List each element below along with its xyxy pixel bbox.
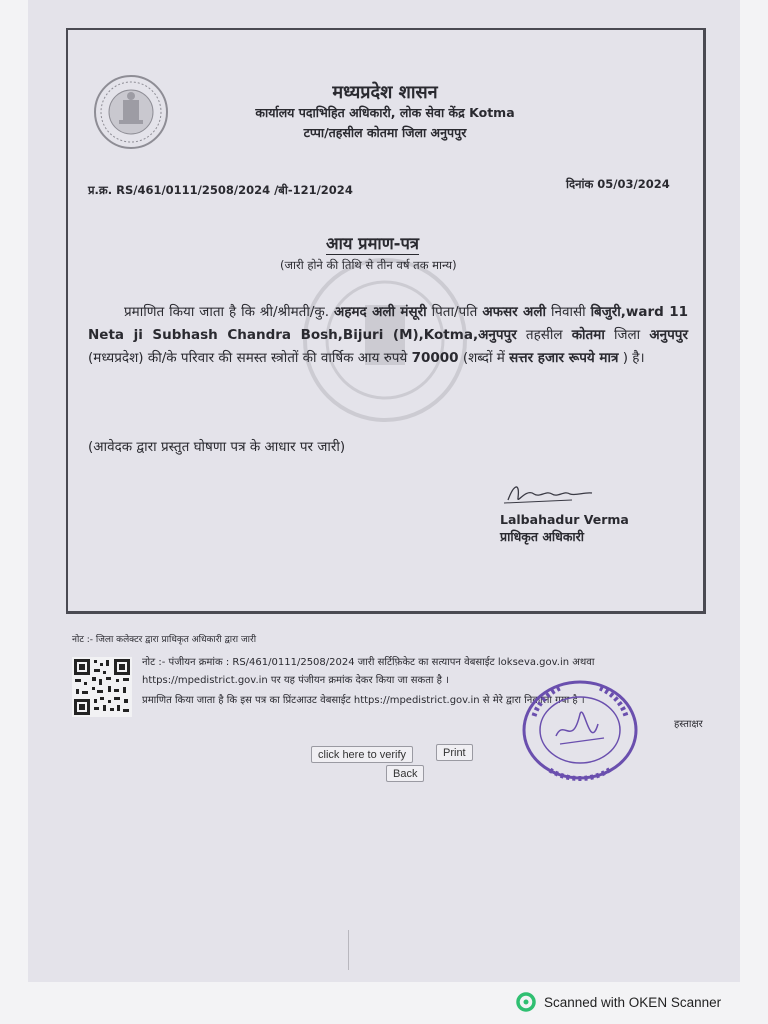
body-text: (शब्दों में (458, 350, 510, 366)
scanner-watermark (516, 992, 721, 1012)
body-text: ) है। (618, 350, 645, 366)
issue-date: दिनांक 05/03/2024 (566, 177, 670, 191)
government-title: मध्यप्रदेश शासन (332, 82, 438, 103)
qr-code (72, 657, 132, 717)
official-stamp (520, 678, 640, 782)
body-text: तहसील (516, 327, 572, 343)
income-amount-words: सत्तर हजार रूपये मात्र (509, 350, 619, 366)
verification-note-line: नोट :- पंजीयन क्रमांक : RS/461/0111/2508/2024 जारी सर्टिफ़िकेट का सत्यापन वेबसाईट lokseva.gov.in अथवा (142, 657, 595, 668)
body-text: निवासी (546, 304, 591, 320)
tehsil-name: कोतमा (571, 327, 605, 343)
district-name: अनुपपुर (649, 327, 688, 343)
applicant-name: अहमद अली मंसूरी (334, 304, 427, 320)
declaration-note: (आवेदक द्वारा प्रस्तुत घोषणा पत्र के आधार पर जारी) (88, 439, 346, 455)
scanner-label: Scanned with OKEN Scanner (544, 994, 722, 1010)
body-text: (मध्यप्रदेश) की/के परिवार की समस्त स्त्रोतों की वार्षिक आय रुपये (88, 350, 412, 366)
paper-crease (348, 930, 349, 970)
handwritten-signature (500, 478, 600, 510)
back-button[interactable]: Back (386, 765, 424, 782)
print-button[interactable]: Print (436, 744, 473, 761)
income-amount: 70000 (411, 350, 459, 366)
signatory-name: Lalbahadur Verma (500, 512, 629, 527)
reference-number: प्र.क्र. RS/461/0111/2508/2024 /बी-121/2024 (88, 183, 353, 197)
validity-note: (जारी होने की तिथि से तीन वर्ष तक मान्य) (280, 258, 457, 272)
authorization-note: नोट :- जिला कलेक्टर द्वारा प्राधिकृत अधिकारी द्वारा जारी (72, 635, 257, 645)
verification-note-line: https://mpedistrict.gov.in पर यह पंजीयन क्रमांक देकर किया जा सकता है । (142, 675, 449, 686)
father-name: अफसर अली (482, 304, 547, 320)
tehsil-district: टप्पा/तहसील कोतमा जिला अनुपपुर (303, 125, 467, 140)
body-text: पिता/पति (426, 304, 483, 320)
state-emblem-seal (93, 74, 169, 150)
body-text: जिला (604, 327, 650, 343)
verify-button[interactable]: click here to verify (311, 746, 413, 763)
oken-scanner-icon (516, 992, 536, 1012)
body-text: प्रमाणित किया जाता है कि श्री/श्रीमती/कु. (124, 304, 334, 320)
signatory-designation: प्राधिकृत अधिकारी (500, 529, 585, 544)
applicant-address: बिजुरी,ward 11 Neta ji Subhash Chandra Bosh,Bijuri (M),Kotma,अनुपपुर (88, 304, 688, 343)
certificate-title: आय प्रमाण-पत्र (326, 234, 419, 253)
printout-note: प्रमाणित किया जाता है कि इस पत्र का प्रिंटआउट वेबसाईट https://mpedistrict.gov.in से मेरे द्वारा निकाला गया है । (142, 695, 585, 706)
certificate-body (88, 301, 688, 370)
office-name: कार्यालय पदाभिहित अधिकारी, लोक सेवा केंद्र Kotma (255, 105, 515, 120)
signature-label: हस्ताक्षर (674, 719, 703, 730)
